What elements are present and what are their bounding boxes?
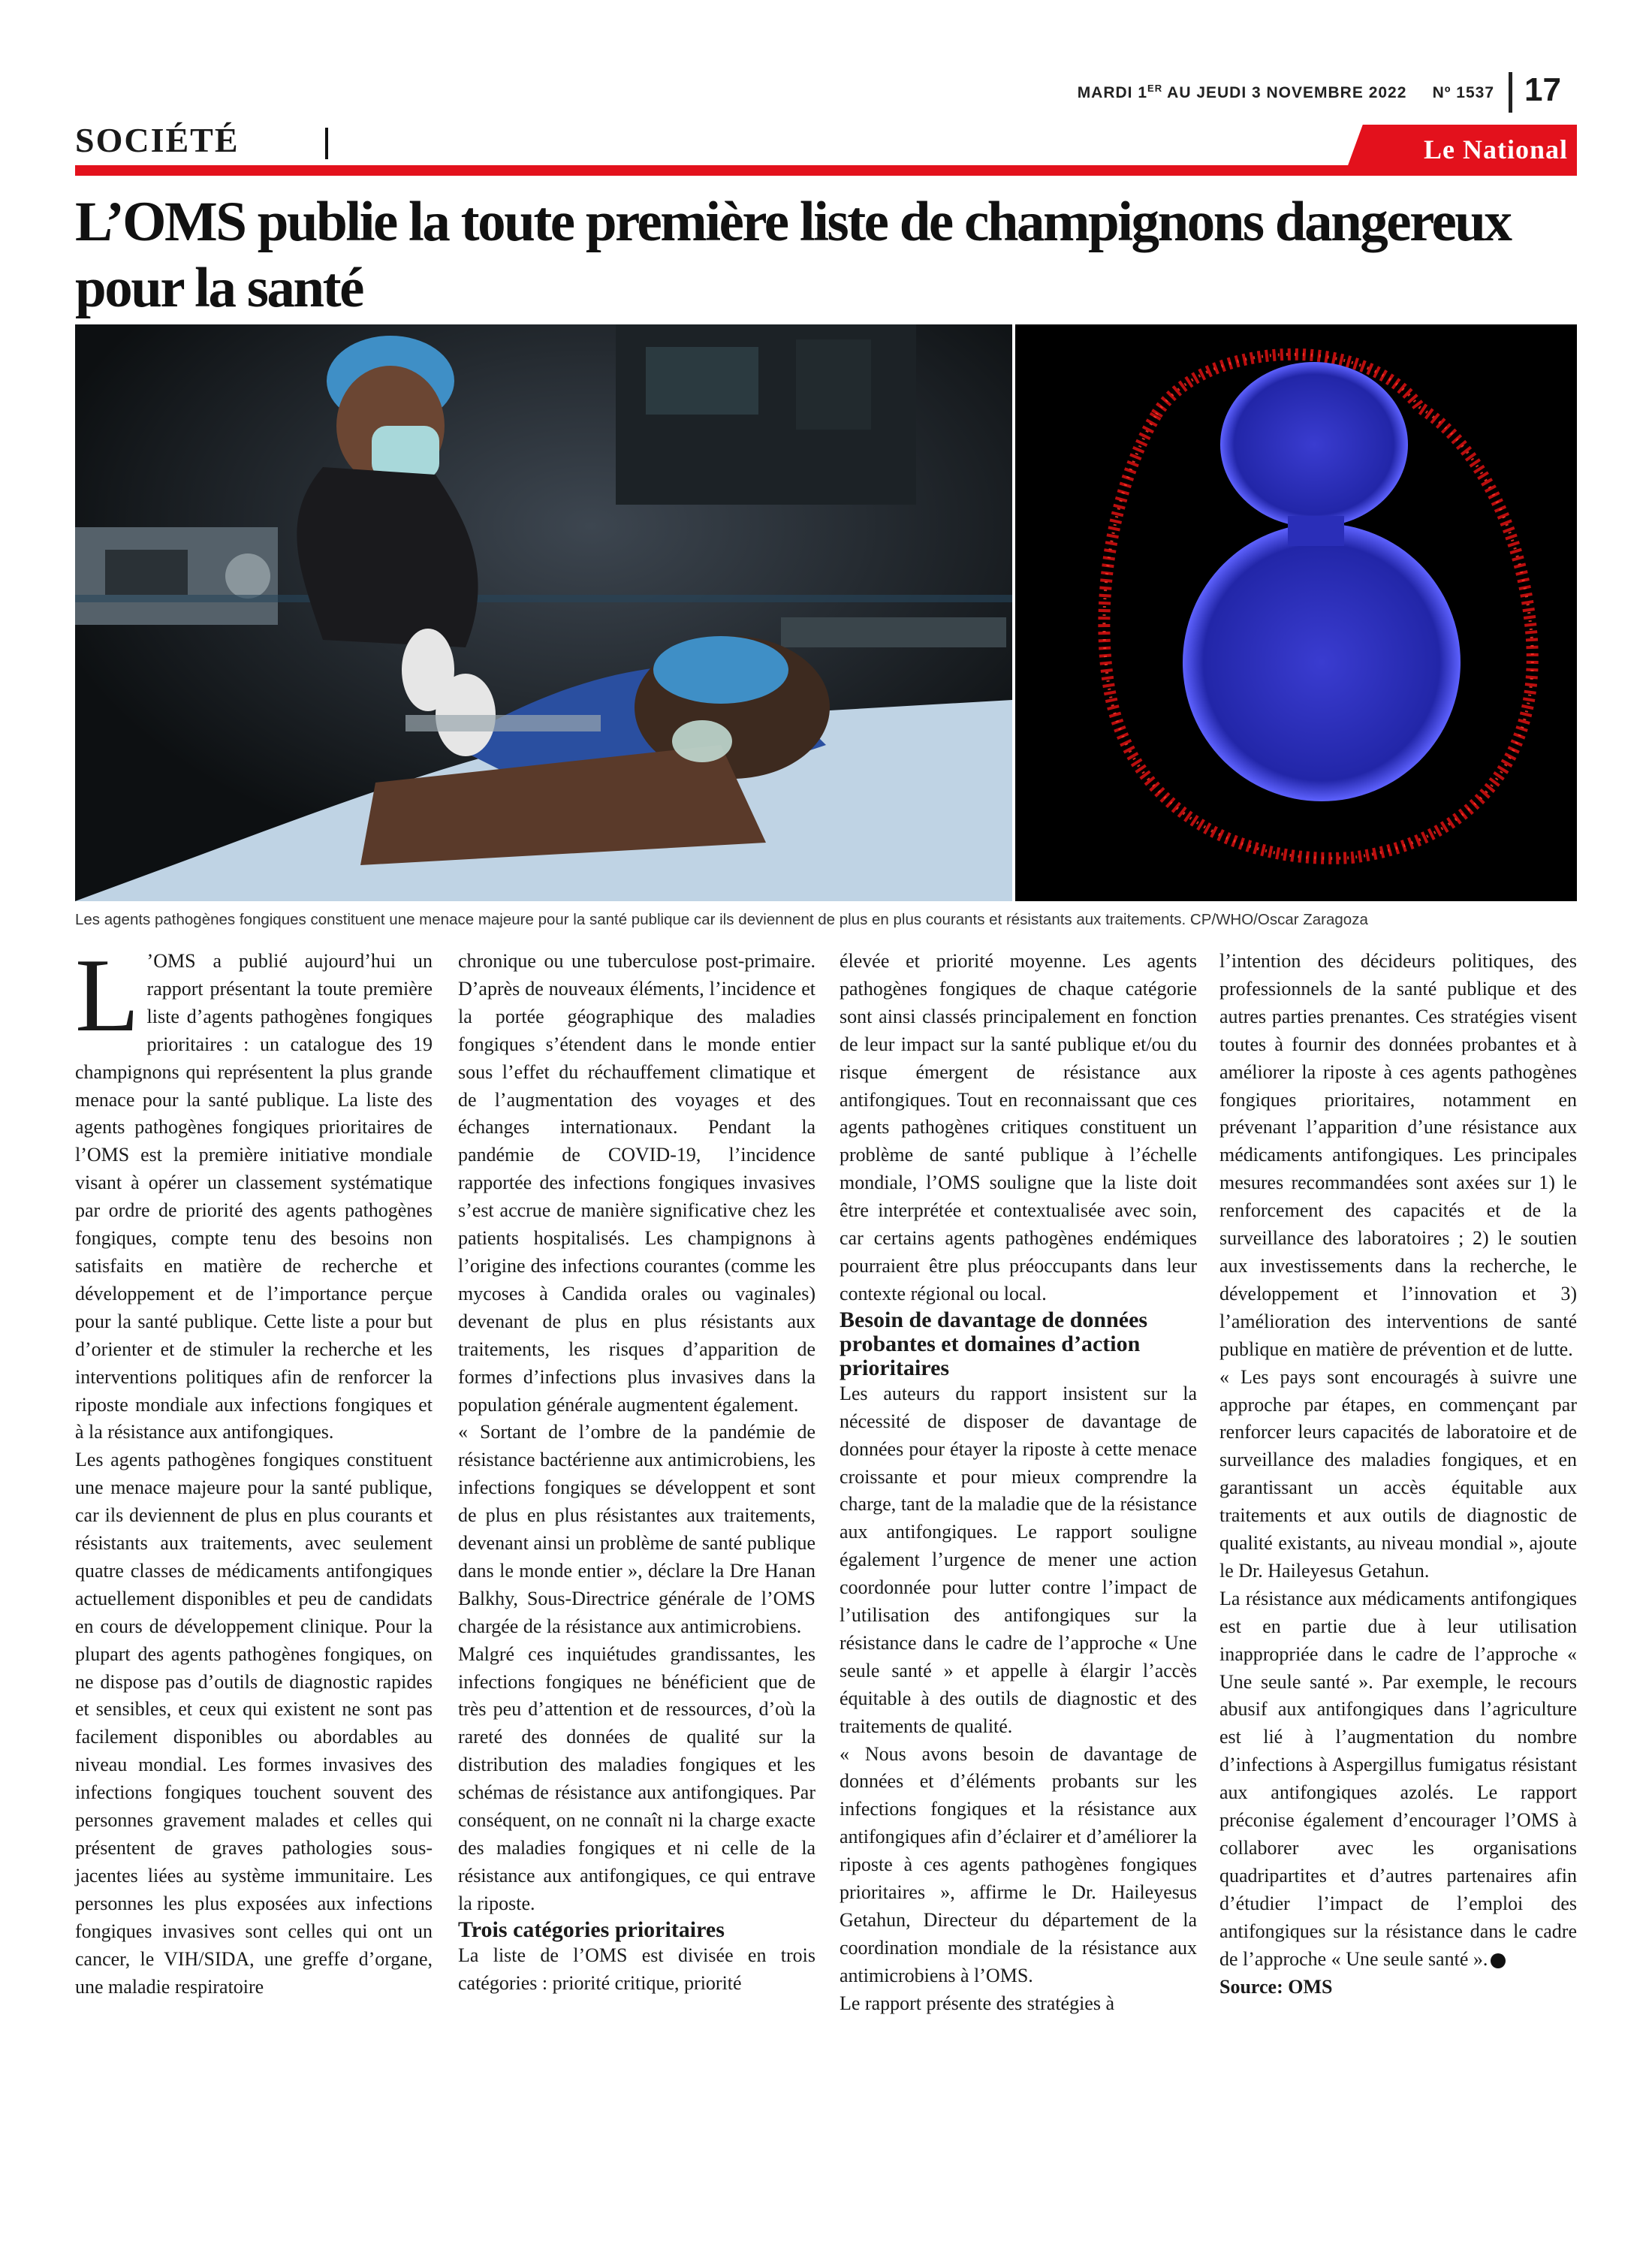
subheading: Besoin de davantage de données probantes et domaines d’action prioritaires (840, 1307, 1148, 1380)
drop-cap: L (75, 937, 140, 1054)
article-column-2 (458, 948, 815, 1998)
article-photo (75, 324, 1577, 901)
body-paragraph: élevée et priorité moyenne. Les agents pathogènes fongiques de chaque catégorie sont ainsi classés principalement en fonction de leur impact sur la santé publique et/ou du risque émergent de résistance aux antifongiques. Tout en reconnaissant que ces agents pathogènes critiques constituent un problème de santé publique à l’échelle mondiale, l’OMS souligne que la liste doit être interprétée et contextualisée avec soin, car certains agents pathogènes endémiques pourraient être plus préoccupants dans leur contexte régional ou local. (840, 950, 1197, 1304)
issue-number: Nº 1537 (1432, 84, 1494, 101)
article-column-3 (840, 948, 1197, 2018)
body-paragraph: Les agents pathogènes fongiques constituent une menace majeure pour la santé publique, car ils deviennent de plus en plus courants et résistants aux traitements, avec seulement quatre classes de médicaments antifongiques actuellement disponibles et peu de candidats en cours de développement clinique. Pour la plupart des agents pathogènes fongiques, on ne dispose pas d’outils de diagnostic rapides et sensibles, et ceux qui existent ne sont pas facilement disponibles ou abordables au niveau mondial. Les formes invasives des infections fongiques touchent souvent des personnes gravement malades et celles qui présentent de graves pathologies sous-jacentes liées au système immunitaire. Les personnes les plus exposées aux infections fongiques invasives sont celles qui ont un cancer, le VIH/SIDA, une greffe d’organe, une maladie respiratoire (75, 1449, 433, 1998)
body-paragraph: chronique ou une tuberculose post-primaire. D’après de nouveaux éléments, l’incidence et la portée géographique des maladies fongiques s’étendent dans le monde entier sous l’effet du réchauffement climatique et de l’augmentation des voyages et des échanges internationaux. Pendant la pandémie de COVID-19, l’incidence rapportée des infections fongiques invasives s’est accrue de manière significative chez les patients hospitalisés. Les champignons à l’origine des infections courantes (comme les mycoses à Candida orales ou vaginales) devenant de plus en plus résistants aux traitements, les risques d’apparition de formes d’infections plus invasives dans la population générale augmentent également. (458, 950, 815, 1416)
body-paragraph: Le rapport présente des stratégies à (840, 1992, 1115, 2014)
article-column-1 (75, 937, 433, 2001)
article-column-4 (1219, 948, 1577, 2001)
section-divider (325, 128, 328, 159)
page-number: 17 (1524, 71, 1561, 108)
header-divider (1509, 72, 1512, 113)
article-source: Source: OMS (1219, 1975, 1333, 1998)
issue-date: MARDI 1ER AU JEUDI 3 NOVEMBRE 2022 Nº 1537 (1077, 83, 1494, 101)
body-paragraph: La résistance aux médicaments antifongiques est en partie due à leur utilisation inappropriée dans le cadre de l’approche « Une seule santé ». Par exemple, le recours abusif aux antifongiques dans l’agriculture est lié à l’augmentation du nombre d’infections à Aspergillus fumigatus résistant aux antifongiques azolés. Le rapport préconise également d’encourager l’OMS à collaborer avec les organisations quadripartites et d’autres partenaires afin d’étudier l’impact de l’emploi des antifongiques sur la résistance dans le cadre de l’approche « Une seule santé ». (1219, 1587, 1577, 1970)
body-paragraph: Malgré ces inquiétudes grandissantes, les infections fongiques ne bénéficient que de très peu d’attention et de ressources, d’où la rareté des données de qualité sur la distribution des maladies fongiques et les schémas de résistance aux antifongiques. Par conséquent, on ne connaît ni la charge exacte des maladies fongiques et ni celle de la résistance aux antifongiques, ce qui entrave la riposte. (458, 1642, 815, 1914)
body-paragraph: La liste de l’OMS est divisée en trois catégories : priorité critique, priorité (458, 1944, 815, 1994)
body-paragraph: « Nous avons besoin de davantage de données et d’éléments probants sur les infections fongiques et la résistance aux antifongiques afin d’éclairer et d’améliorer la riposte à ces agents pathogènes fongiques prioritaires », affirme le Dr. Haileyesus Getahun, Directeur du département de la coordination mondiale de la résistance aux antimicrobiens à l’OMS. (840, 1742, 1197, 1986)
subheading: Trois catégories prioritaires (458, 1917, 725, 1942)
body-paragraph: L ’OMS a publié aujourd’hui un rapport présentant la toute première liste d’agents pathogènes fongiques prioritaires : un catalogue des 19 champignons qui représentent la plus grande menace pour la santé publique. La liste des agents pathogènes fongiques prioritaires de l’OMS est la première initiative mondiale visant à opérer un classement systématique par ordre de priorité des agents pathogènes fongiques, compte tenu des besoins non satisfaits en matière de recherche et développement et de l’importance perçue pour la santé publique. Cette liste a pour but d’orienter et de stimuler la recherche et les interventions politiques afin de renforcer la riposte mondiale aux infections fongiques et à la résistance aux antifongiques. (75, 937, 433, 1443)
body-paragraph: Les auteurs du rapport insistent sur la nécessité de disposer de davantage de données pour étayer la riposte à cette menace croissante et pour mieux comprendre la charge, tant de la maladie que de la résistance aux antifongiques. Le rapport souligne également l’urgence de mener une action coordonnée pour lutter contre l’impact de l’utilisation des antifongiques sur la résistance dans le cadre de l’approche « Une seule santé » et appelle à élargir l’accès équitable à des outils de diagnostic et des traitements de qualité. (840, 1382, 1197, 1737)
section-title: SOCIÉTÉ (75, 121, 240, 159)
end-mark-icon (1491, 1953, 1506, 1968)
photo-caption: Les agents pathogènes fongiques constituent une menace majeure pour la santé publique car ils deviennent de plus en plus courants et résistants aux traitements. CP/WHO/Oscar Zaragoza (75, 911, 1368, 928)
body-paragraph: « Les pays sont encouragés à suivre une approche par étapes, en commençant par renforcer leurs capacités de laboratoire et de surveillance des maladies fongiques, et en garantissant un accès équitable aux traitements et aux outils de diagnostic de qualité existants, au niveau mondial », ajoute le Dr. Haileyesus Getahun. (1219, 1365, 1577, 1582)
hospital-scene (75, 324, 1012, 901)
publication-name: Le National (1423, 134, 1568, 164)
fungal-cell-micrograph (1015, 324, 1577, 901)
body-paragraph: l’intention des décideurs politiques, des professionnels de la santé publique et des autres parties prenantes. Ces stratégies visent toutes à fournir des données probantes et à améliorer la riposte à ces agents pathogènes fongiques prioritaires, notamment en prévenant l’apparition d’une résistance aux médicaments antifongiques. Les principales mesures recommandées sont axées sur 1) le renforcement des capacités et de la surveillance des laboratoires ; 2) le soutien aux investissements dans la recherche, le développement et l’innovation et 3) l’amélioration des interventions de santé publique en matière de prévention et de lutte. (1219, 950, 1577, 1360)
body-paragraph: « Sortant de l’ombre de la pandémie de résistance bactérienne aux antimicrobiens, les infections fongiques se développent et sont de plus en plus résistantes aux traitements, devenant ainsi un problème de santé publique dans le monde entier », déclare la Dre Hanan Balkhy, Sous-Directrice générale de l’OMS chargée de la résistance aux antimicrobiens. (458, 1421, 815, 1637)
headline: L’OMS publie la toute première liste de champignons dangereux pour la santé (75, 191, 1511, 319)
